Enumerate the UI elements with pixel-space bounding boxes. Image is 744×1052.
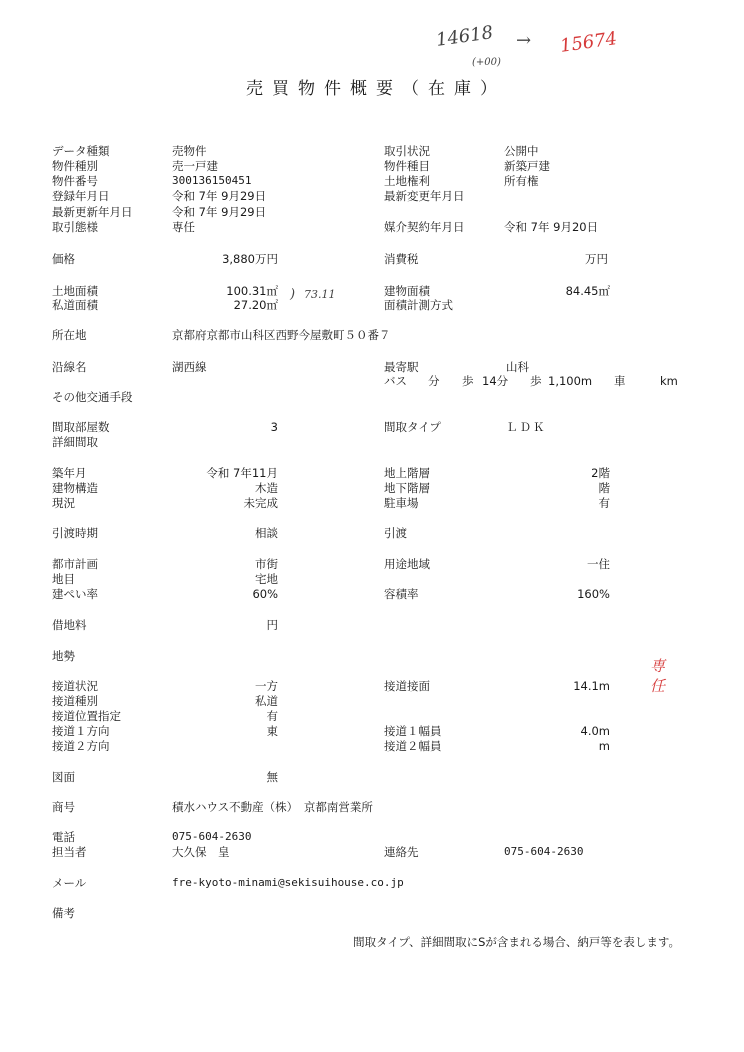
label-current: 現況 xyxy=(52,496,75,510)
value-land-area: 100.31㎡ xyxy=(226,284,278,298)
label-person: 担当者 xyxy=(52,845,87,859)
label-station: 最寄駅 xyxy=(384,360,419,374)
label-road-position: 接道位置指定 xyxy=(52,709,121,723)
value-mediation-date: 令和 7年 9月20日 xyxy=(504,220,599,234)
value-email: fre-kyoto-minami@sekisuihouse.co.jp xyxy=(172,876,404,889)
label-line: 沿線名 xyxy=(52,360,87,374)
label-road-frontage: 接道接面 xyxy=(384,679,430,693)
value-structure: 木造 xyxy=(255,481,278,495)
label-tax: 消費税 xyxy=(384,252,419,266)
transport-walk-1: 歩 xyxy=(462,374,474,388)
label-parking: 駐車場 xyxy=(384,496,419,510)
value-road2-width: m xyxy=(598,739,610,753)
value-phone: 075-604-2630 xyxy=(172,830,252,843)
value-road-position: 有 xyxy=(266,709,278,723)
label-floors-above: 地上階層 xyxy=(384,466,430,480)
label-registered: 登録年月日 xyxy=(52,189,110,203)
transport-walk-2: 歩 xyxy=(530,374,542,388)
transport-bus: バス xyxy=(384,374,407,388)
label-mediation-date: 媒介契約年月日 xyxy=(384,220,465,234)
value-land-category: 宅地 xyxy=(255,572,278,586)
value-updated: 令和 7年 9月29日 xyxy=(172,205,267,219)
value-parking: 有 xyxy=(598,496,610,510)
label-property-item: 物件種目 xyxy=(384,159,430,173)
transport-walk-min: 14分 xyxy=(482,374,509,388)
value-lease-fee: 円 xyxy=(266,618,278,632)
value-far: 160% xyxy=(577,587,610,601)
handwritten-area-note: 73.11 xyxy=(304,288,336,301)
value-current: 未完成 xyxy=(243,496,278,510)
label-company: 商号 xyxy=(52,800,75,814)
label-land-category: 地目 xyxy=(52,572,75,586)
label-road1-dir: 接道１方向 xyxy=(52,724,110,738)
label-road2-dir: 接道２方向 xyxy=(52,739,110,753)
value-rooms: 3 xyxy=(270,420,278,434)
value-registered: 令和 7年 9月29日 xyxy=(172,189,267,203)
value-deal-status: 公開中 xyxy=(504,144,539,158)
label-land-right: 土地権利 xyxy=(384,174,430,188)
value-person: 大久保 皇 xyxy=(172,845,230,859)
value-city-plan: 市街 xyxy=(255,557,278,571)
label-room-type: 間取タイプ xyxy=(384,420,441,434)
label-drawing: 図面 xyxy=(52,770,75,784)
label-deal-mode: 取引態様 xyxy=(52,220,98,234)
label-remarks: 備考 xyxy=(52,906,75,920)
label-price: 価格 xyxy=(52,252,75,266)
value-station: 山科 xyxy=(506,360,529,374)
label-floors-below: 地下階層 xyxy=(384,481,430,495)
label-property-no: 物件番号 xyxy=(52,174,98,188)
label-detail-layout: 詳細間取 xyxy=(52,435,98,449)
label-updated: 最新更新年月日 xyxy=(52,205,133,219)
value-property-item: 新築戸建 xyxy=(504,159,550,173)
value-road-frontage: 14.1m xyxy=(573,679,610,693)
value-address: 京都府京都市山科区西野今屋敷町５０番７ xyxy=(172,328,391,342)
value-line: 湖西線 xyxy=(172,360,207,374)
label-other-transport: その他交通手段 xyxy=(52,390,133,404)
transport-km: km xyxy=(660,374,678,388)
value-deal-mode: 専任 xyxy=(172,220,195,234)
label-email: メール xyxy=(52,876,87,890)
label-road2-width: 接道２幅員 xyxy=(384,739,442,753)
label-land-area: 土地面積 xyxy=(52,284,98,298)
label-zoning: 用途地域 xyxy=(384,557,430,571)
handwritten-arrow: → xyxy=(516,30,532,51)
handwritten-bracket: ) xyxy=(290,287,296,302)
transport-bus-min: 分 xyxy=(428,374,440,388)
label-lease-fee: 借地料 xyxy=(52,618,87,632)
value-built: 令和 7年11月 xyxy=(206,466,278,480)
value-company: 積水ハウス不動産（株） 京都南営業所 xyxy=(172,800,373,814)
value-room-type: ＬＤＫ xyxy=(506,420,547,434)
label-road-status: 接道状況 xyxy=(52,679,98,693)
value-floors-above: 2階 xyxy=(591,466,610,480)
handwritten-note-old: 14618 xyxy=(434,22,495,51)
label-latest-change: 最新変更年月日 xyxy=(384,189,465,203)
value-road-kind: 私道 xyxy=(255,694,278,708)
value-contact: 075-604-2630 xyxy=(504,845,584,858)
label-data-type: データ種類 xyxy=(52,144,110,158)
value-data-type: 売物件 xyxy=(172,144,207,158)
label-rooms: 間取部屋数 xyxy=(52,420,110,434)
label-contact: 連絡先 xyxy=(384,845,419,859)
footnote: 間取タイプ、詳細間取にSが含まれる場合、納戸等を表します。 xyxy=(353,935,680,949)
value-tax: 万円 xyxy=(585,252,608,266)
value-property-kind: 売一戸建 xyxy=(172,159,218,173)
page-title: 売買物件概要（在庫） xyxy=(246,79,506,99)
label-deal-status: 取引状況 xyxy=(384,144,430,158)
value-road1-dir: 東 xyxy=(266,724,278,738)
value-handover-time: 相談 xyxy=(255,526,278,540)
value-floors-below: 階 xyxy=(598,481,610,495)
label-phone: 電話 xyxy=(52,830,75,844)
label-road1-width: 接道１幅員 xyxy=(384,724,442,738)
value-property-no: 300136150451 xyxy=(172,174,252,187)
label-handover: 引渡 xyxy=(384,526,407,540)
label-measure-method: 面積計測方式 xyxy=(384,298,453,312)
value-land-right: 所有権 xyxy=(504,174,539,188)
value-building-area: 84.45㎡ xyxy=(565,284,610,298)
value-road-status: 一方 xyxy=(255,679,278,693)
value-coverage: 60% xyxy=(252,587,278,601)
label-built: 築年月 xyxy=(52,466,87,480)
label-far: 容積率 xyxy=(384,587,419,601)
value-road1-width: 4.0m xyxy=(580,724,610,738)
value-drawing: 無 xyxy=(266,770,278,784)
label-building-area: 建物面積 xyxy=(384,284,430,298)
handwritten-note-new: 15674 xyxy=(558,28,619,57)
label-coverage: 建ぺい率 xyxy=(52,587,98,601)
value-zoning: 一住 xyxy=(587,557,610,571)
label-structure: 建物構造 xyxy=(52,481,98,495)
label-road-kind: 接道種別 xyxy=(52,694,98,708)
label-city-plan: 都市計画 xyxy=(52,557,98,571)
label-handover-time: 引渡時期 xyxy=(52,526,98,540)
label-terrain: 地勢 xyxy=(52,649,75,663)
label-private-road: 私道面積 xyxy=(52,298,98,312)
value-private-road: 27.20㎡ xyxy=(233,298,278,312)
value-price: 3,880万円 xyxy=(222,252,278,266)
label-property-kind: 物件種別 xyxy=(52,159,98,173)
handwritten-note-sub: (+00) xyxy=(472,57,501,68)
handwritten-red-note: 専任 xyxy=(650,657,666,695)
transport-walk-dist: 1,100m xyxy=(548,374,593,388)
label-address: 所在地 xyxy=(52,328,87,342)
transport-car: 車 xyxy=(614,374,626,388)
